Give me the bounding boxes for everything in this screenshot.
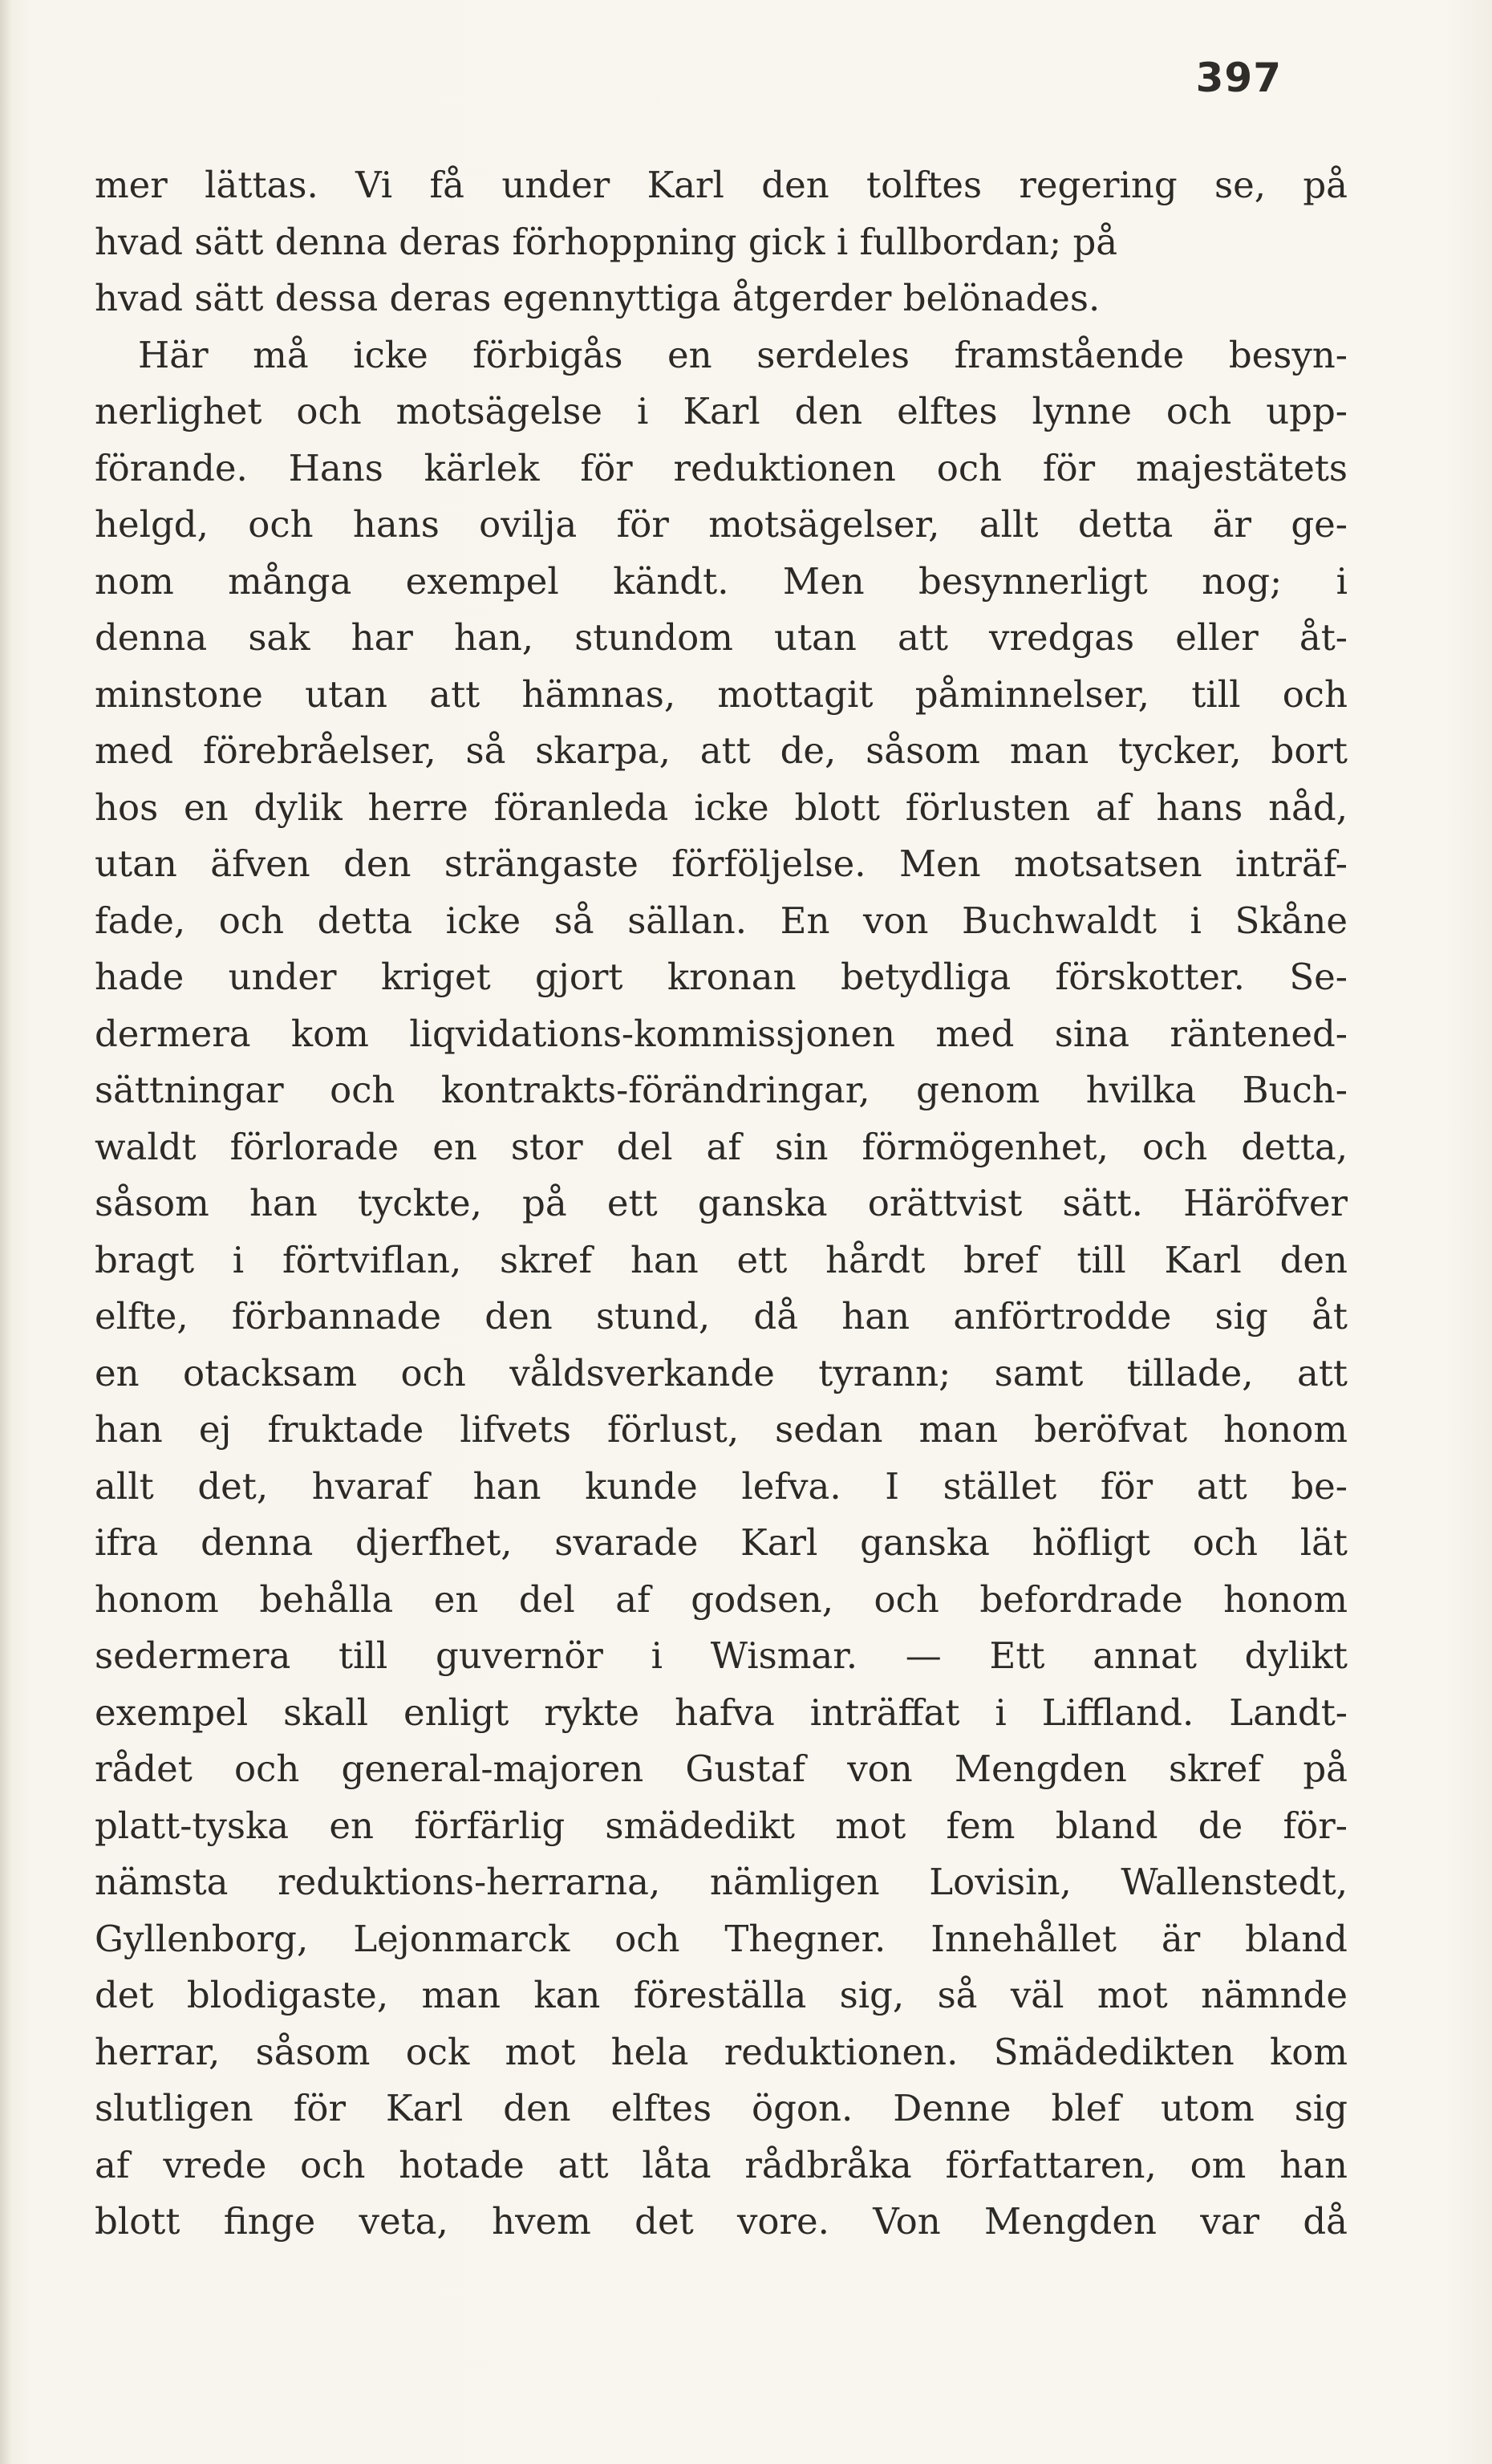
text-line-17: sättningar och kontrakts-förändringar, genom hvilka Buch- [95,1069,1348,1111]
text-line-4: Här må icke förbigås en serdeles framstående besyn- [138,333,1348,376]
text-line-16: dermera kom liqvidations-kommissjonen med sina räntened- [95,1012,1348,1055]
body-text [95,157,1348,2251]
text-line-13: utan äfven den strängaste förföljelse. Men motsatsen inträf- [95,842,1348,885]
text-line-3: hvad sätt dessa deras egennyttiga åtgerder belönades. [95,277,1101,319]
text-line-32: Gyllenborg, Lejonmarck och Thegner. Innehållet är bland [95,1917,1348,1960]
text-line-6: förande. Hans kärlek för reduktionen och för majestätets [95,446,1348,489]
text-line-20: bragt i förtviflan, skref han ett hårdt bref till Karl den [95,1238,1348,1281]
text-line-36: af vrede och hotade att låta rådbråka författaren, om han [95,2143,1348,2186]
text-line-9: denna sak har han, stundom utan att vredgas eller åt- [95,616,1348,659]
text-line-8: nom många exempel kändt. Men besynnerligt nog; i [95,559,1348,603]
text-line-5: nerlighet och motsägelse i Karl den elftes lynne och upp- [95,390,1348,432]
page-number: 397 [1195,55,1282,101]
text-line-25: ifra denna djerfhet, svarade Karl ganska höfligt och lät [95,1521,1348,1564]
text-line-28: exempel skall enligt rykte hafva inträffat i Liffland. Landt- [95,1691,1348,1734]
text-line-30: platt-tyska en förfärlig smädedikt mot fem bland de för- [95,1804,1348,1847]
text-line-29: rådet och general-majoren Gustaf von Mengden skref på [95,1748,1348,1790]
text-line-24: allt det, hvaraf han kunde lefva. I stället för att be- [95,1464,1348,1508]
text-line-21: elfte, förbannade den stund, då han anförtrodde sig åt [95,1295,1348,1338]
text-line-1: mer lättas. Vi få under Karl den tolftes regering se, på [95,164,1348,206]
text-line-37: blott finge veta, hvem det vore. Von Mengden var då [95,2200,1348,2243]
text-line-33: det blodigaste, man kan föreställa sig, så väl mot nämnde [95,1974,1348,2016]
text-line-22: en otacksam och våldsverkande tyrann; samt tillade, att [95,1351,1348,1394]
text-line-31: nämsta reduktions-herrarna, nämligen Lovisin, Wallenstedt, [95,1861,1348,1903]
text-line-14: fade, och detta icke så sällan. En von Buchwaldt i Skåne [95,899,1348,942]
text-line-7: helgd, och hans ovilja för motsägelser, allt detta är ge- [95,503,1348,546]
text-line-35: slutligen för Karl den elftes ögon. Denne blef utom sig [95,2087,1348,2129]
text-line-12: hos en dylik herre föranleda icke blott förlusten af hans nåd, [95,785,1348,829]
text-line-15: hade under kriget gjort kronan betydliga förskotter. Se- [95,956,1348,998]
text-line-10: minstone utan att hämnas, mottagit påminnelser, till och [95,672,1348,716]
text-line-19: såsom han tyckte, på ett ganska orättvist sätt. Häröfver [95,1182,1348,1224]
text-line-27: sedermera till guvernör i Wismar. — Ett annat dylikt [95,1634,1348,1677]
text-line-11: med förebråelser, så skarpa, att de, såsom man tycker, bort [95,729,1348,772]
text-line-2: hvad sätt denna deras förhoppning gick i fullbordan; på [95,220,1118,263]
text-line-23: han ej fruktade lifvets förlust, sedan man beröfvat honom [95,1408,1348,1451]
text-line-34: herrar, såsom ock mot hela reduktionen. Smädedikten kom [95,2030,1348,2073]
text-line-26: honom behålla en del af godsen, och befordrade honom [95,1577,1348,1621]
page-binding-edge [0,0,11,2464]
text-line-18: waldt förlorade en stor del af sin förmögenhet, och detta, [95,1125,1348,1168]
